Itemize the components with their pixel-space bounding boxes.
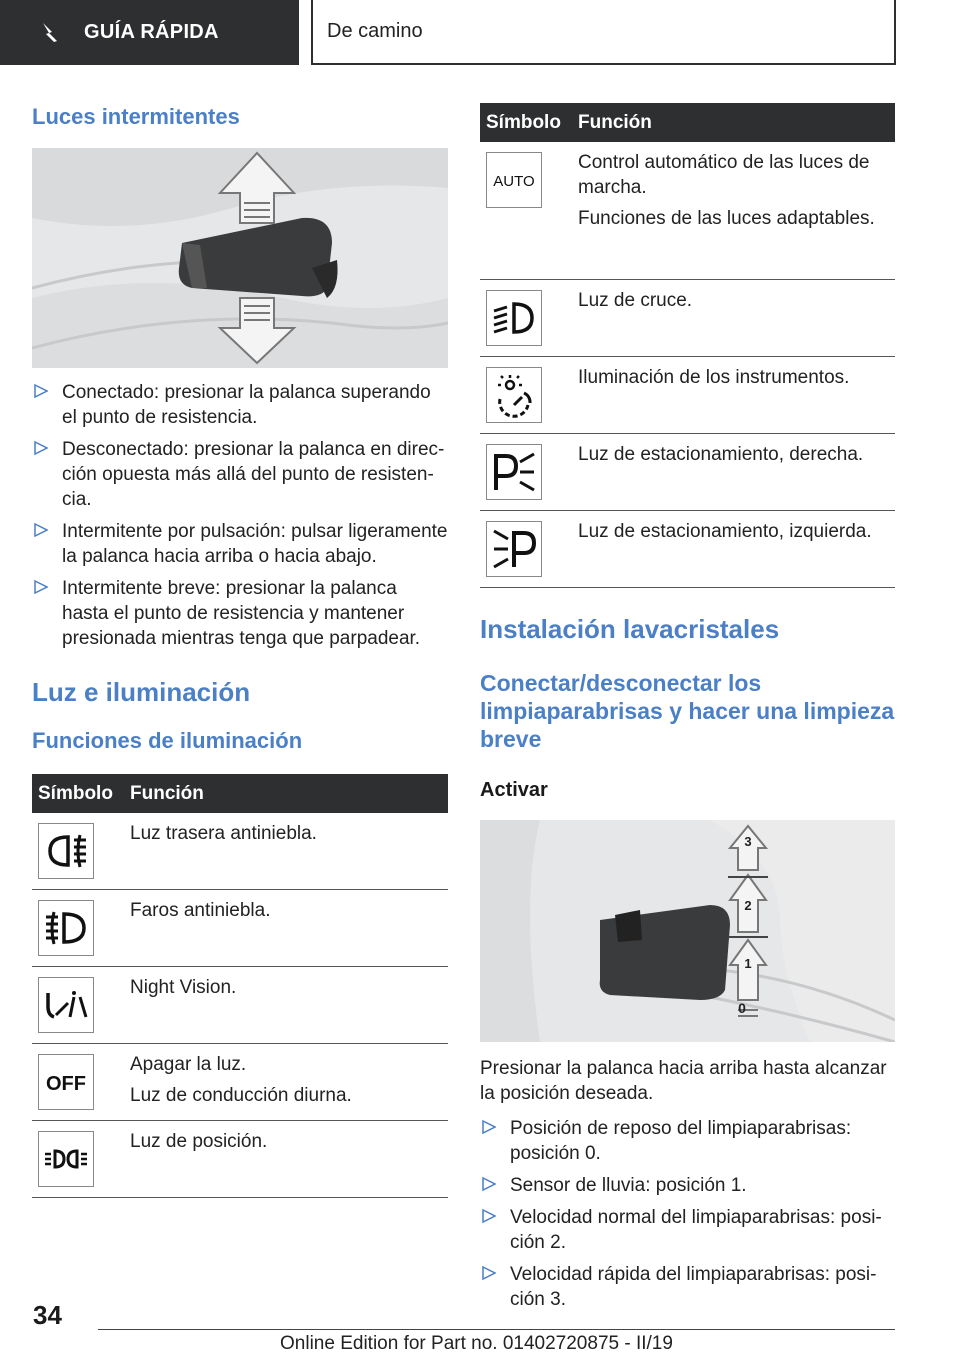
list-item: Sensor de lluvia: posición 1.	[480, 1173, 895, 1198]
activate-heading: Activar	[480, 778, 548, 801]
footer-divider	[98, 1329, 895, 1330]
triangle-bullet-icon	[482, 1266, 496, 1280]
table-row: Faros antiniebla.	[32, 890, 448, 967]
auto-icon	[486, 152, 542, 208]
table-row: Luz trasera antiniebla.	[32, 813, 448, 890]
right-column	[480, 103, 895, 1319]
night-vision-icon	[38, 977, 94, 1033]
left-column	[32, 100, 448, 1198]
triangle-bullet-icon	[34, 384, 48, 398]
list-item: Conectado: presionar la palanca superando el punto de resistencia.	[32, 380, 448, 430]
low-beam-icon	[486, 290, 542, 346]
lights-heading: Luz e iluminación	[32, 677, 251, 707]
table-row: Luz de estacionamiento, izquierda.	[480, 510, 895, 587]
header-section	[311, 0, 896, 65]
list-item: Intermitente breve: presionar la palanca hasta el punto de resistencia y mantener presionada mientras tenga que parpadear.	[32, 576, 448, 651]
wiper-position-list	[480, 1116, 895, 1312]
table-row: Luz de cruce.	[480, 279, 895, 356]
table-row: Luz de estacionamiento, derecha.	[480, 433, 895, 510]
lightning-pointer-icon	[40, 21, 64, 45]
table-row: Night Vision.	[32, 967, 448, 1044]
instrument-lighting-icon	[486, 367, 542, 423]
lighting-functions-heading: Funciones de iluminación	[32, 728, 303, 753]
wiper-intro-text: Presionar la palanca hacia arriba hasta alcanzar la posición deseada.	[480, 1057, 887, 1104]
triangle-bullet-icon	[34, 580, 48, 594]
fog-lights-icon	[38, 900, 94, 956]
list-item: Velocidad normal del limpiaparabrisas: posición 2.	[480, 1205, 895, 1255]
column-header-function: Función	[124, 774, 448, 813]
column-header-symbol: Símbolo	[480, 103, 572, 142]
wiper-heading: Conectar/desconectar los limpiaparabrisas y hacer una limpieza breve	[480, 669, 895, 752]
turn-signals-heading: Luces intermitentes	[32, 104, 240, 129]
table-row: Luz de posición.	[32, 1121, 448, 1198]
header-tab-label: GUÍA RÁPIDA	[84, 21, 219, 43]
turn-signal-list	[32, 380, 448, 651]
triangle-bullet-icon	[482, 1120, 496, 1134]
column-header-symbol: Símbolo	[32, 774, 124, 813]
rear-fog-light-icon	[38, 823, 94, 879]
parking-light-right-icon	[486, 444, 542, 500]
parking-lights-icon	[38, 1131, 94, 1187]
page-number: 34	[33, 1300, 62, 1330]
list-item: Desconectado: presionar la palanca en dirección opuesta más allá del punto de resistencia.	[32, 437, 448, 512]
header-tab[interactable]	[0, 0, 299, 65]
footer-edition: Online Edition for Part no. 01402720875 - II/19	[280, 1333, 673, 1354]
section-title: De camino	[327, 20, 423, 42]
list-item: Posición de reposo del limpiaparabrisas: posición 0.	[480, 1116, 895, 1166]
wiper-lever-illustration	[480, 820, 895, 1042]
turn-signal-lever-illustration	[32, 148, 448, 368]
triangle-bullet-icon	[482, 1209, 496, 1223]
table-row: Iluminación de los instrumentos.	[480, 356, 895, 433]
table-header-row	[32, 774, 448, 813]
svg-text:OFF: OFF	[46, 1073, 86, 1095]
parking-light-left-icon	[486, 521, 542, 577]
list-item: Intermitente por pulsación: pulsar ligeramente la palanca hacia arriba o hacia abajo.	[32, 519, 448, 569]
triangle-bullet-icon	[34, 441, 48, 455]
wiper-position-1-label: 1	[744, 955, 752, 971]
list-item: Velocidad rápida del limpiaparabrisas: posición 3.	[480, 1262, 895, 1312]
wiper-position-3-label: 3	[744, 833, 752, 849]
auto-icon-text: AUTO	[493, 173, 535, 190]
wiper-position-0-label: 0	[738, 999, 746, 1016]
table-header-row	[480, 103, 895, 142]
wiper-position-2-label: 2	[744, 897, 752, 913]
table-row: AUTO Control automático de las luces de marcha. Funciones de las luces adaptables.	[480, 142, 895, 279]
triangle-bullet-icon	[482, 1177, 496, 1191]
table-row: OFF Apagar la luz. Luz de conducción diurna.	[32, 1044, 448, 1121]
lighting-symbols-table	[32, 774, 448, 1198]
washer-heading: Instalación lavacristales	[480, 613, 780, 644]
lighting-symbols-table-continued	[480, 103, 895, 588]
off-icon	[38, 1054, 94, 1110]
triangle-bullet-icon	[34, 523, 48, 537]
column-header-function: Función	[572, 103, 895, 142]
